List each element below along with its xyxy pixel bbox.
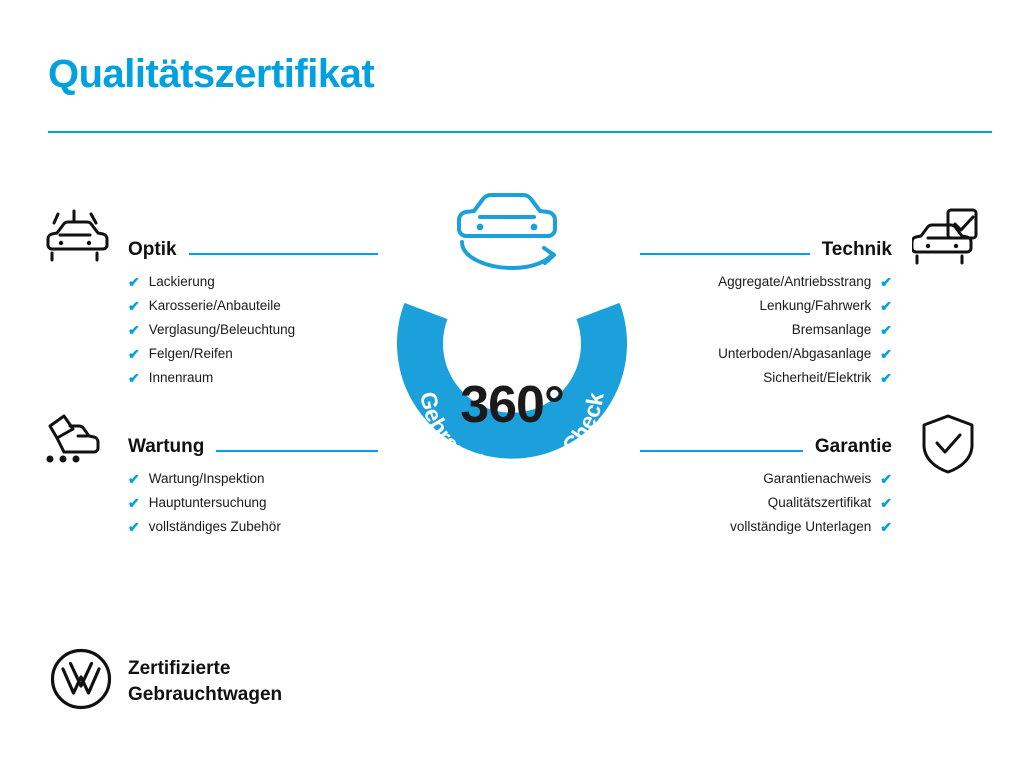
page-title: Qualitätszertifikat xyxy=(48,52,375,96)
list-item-label: Verglasung/Beleuchtung xyxy=(148,322,296,338)
section-optik xyxy=(128,240,378,395)
check-icon: ✔ xyxy=(128,346,140,362)
list-item xyxy=(128,371,378,385)
section-divider xyxy=(640,253,810,255)
check-icon: ✔ xyxy=(880,298,892,314)
list-item xyxy=(640,299,892,313)
section-items xyxy=(640,472,892,534)
check-icon: ✔ xyxy=(128,322,140,338)
check-icon: ✔ xyxy=(880,274,892,290)
check-icon: ✔ xyxy=(880,495,892,511)
list-item-label: Wartung/Inspektion xyxy=(148,471,265,487)
360-check-badge xyxy=(378,190,646,490)
check-icon: ✔ xyxy=(128,495,140,511)
brand-footer-text xyxy=(128,656,282,706)
list-item xyxy=(128,520,378,534)
list-item xyxy=(128,496,378,510)
badge-center-label: 360° xyxy=(460,376,564,434)
section-items xyxy=(128,472,378,534)
list-item xyxy=(128,299,378,313)
check-icon: ✔ xyxy=(128,519,140,535)
list-item-label: vollständiges Zubehör xyxy=(148,519,281,535)
list-item xyxy=(640,520,892,534)
list-item-label: Sicherheit/Elektrik xyxy=(763,370,872,386)
list-item xyxy=(640,323,892,337)
car-check-icon xyxy=(912,208,982,275)
check-icon: ✔ xyxy=(128,274,140,290)
section-items xyxy=(640,275,892,385)
brand-footer xyxy=(50,648,282,715)
ring-label: Gebrauchtwagen-Check xyxy=(415,389,609,483)
check-icon: ✔ xyxy=(128,471,140,487)
section-divider xyxy=(189,253,378,255)
list-item xyxy=(128,472,378,486)
list-item-label: Hauptuntersuchung xyxy=(148,495,267,511)
list-item-label: Felgen/Reifen xyxy=(148,346,233,362)
section-title: Optik xyxy=(128,239,177,260)
check-icon: ✔ xyxy=(880,519,892,535)
list-item-label: vollständige Unterlagen xyxy=(730,519,872,535)
shield-check-icon xyxy=(918,412,978,481)
section-garantie xyxy=(640,437,892,544)
list-item xyxy=(128,275,378,289)
list-item-label: Aggregate/Antriebsstrang xyxy=(718,274,872,290)
car-polish-icon xyxy=(44,208,116,275)
list-item xyxy=(640,371,892,385)
check-icon: ✔ xyxy=(880,322,892,338)
check-icon: ✔ xyxy=(880,471,892,487)
list-item-label: Qualitätszertifikat xyxy=(767,495,872,511)
brand-line-2: Gebrauchtwagen xyxy=(128,683,283,705)
section-items xyxy=(128,275,378,385)
list-item xyxy=(640,496,892,510)
section-divider xyxy=(640,450,803,452)
section-title: Wartung xyxy=(128,436,205,457)
section-wartung xyxy=(128,437,378,544)
list-item xyxy=(640,347,892,361)
list-item-label: Karosserie/Anbauteile xyxy=(148,298,281,314)
brand-line-1: Zertifizierte xyxy=(128,658,231,680)
section-title: Technik xyxy=(821,239,892,260)
vw-logo xyxy=(50,648,112,715)
list-item-label: Bremsanlage xyxy=(791,322,872,338)
list-item-label: Lackierung xyxy=(148,274,215,290)
list-item-label: Innenraum xyxy=(148,370,214,386)
list-item-label: Garantienachweis xyxy=(763,471,872,487)
check-icon: ✔ xyxy=(128,370,140,386)
check-icon: ✔ xyxy=(880,346,892,362)
check-icon: ✔ xyxy=(128,298,140,314)
list-item xyxy=(640,275,892,289)
list-item-label: Unterboden/Abgasanlage xyxy=(718,346,872,362)
list-item xyxy=(128,347,378,361)
car-service-lift-icon xyxy=(44,412,118,477)
list-item xyxy=(640,472,892,486)
section-title: Garantie xyxy=(814,436,892,457)
list-item-label: Lenkung/Fahrwerk xyxy=(759,298,872,314)
check-icon: ✔ xyxy=(880,370,892,386)
list-item xyxy=(128,323,378,337)
title-divider xyxy=(48,131,992,133)
section-divider xyxy=(216,450,378,452)
section-technik xyxy=(640,240,892,395)
